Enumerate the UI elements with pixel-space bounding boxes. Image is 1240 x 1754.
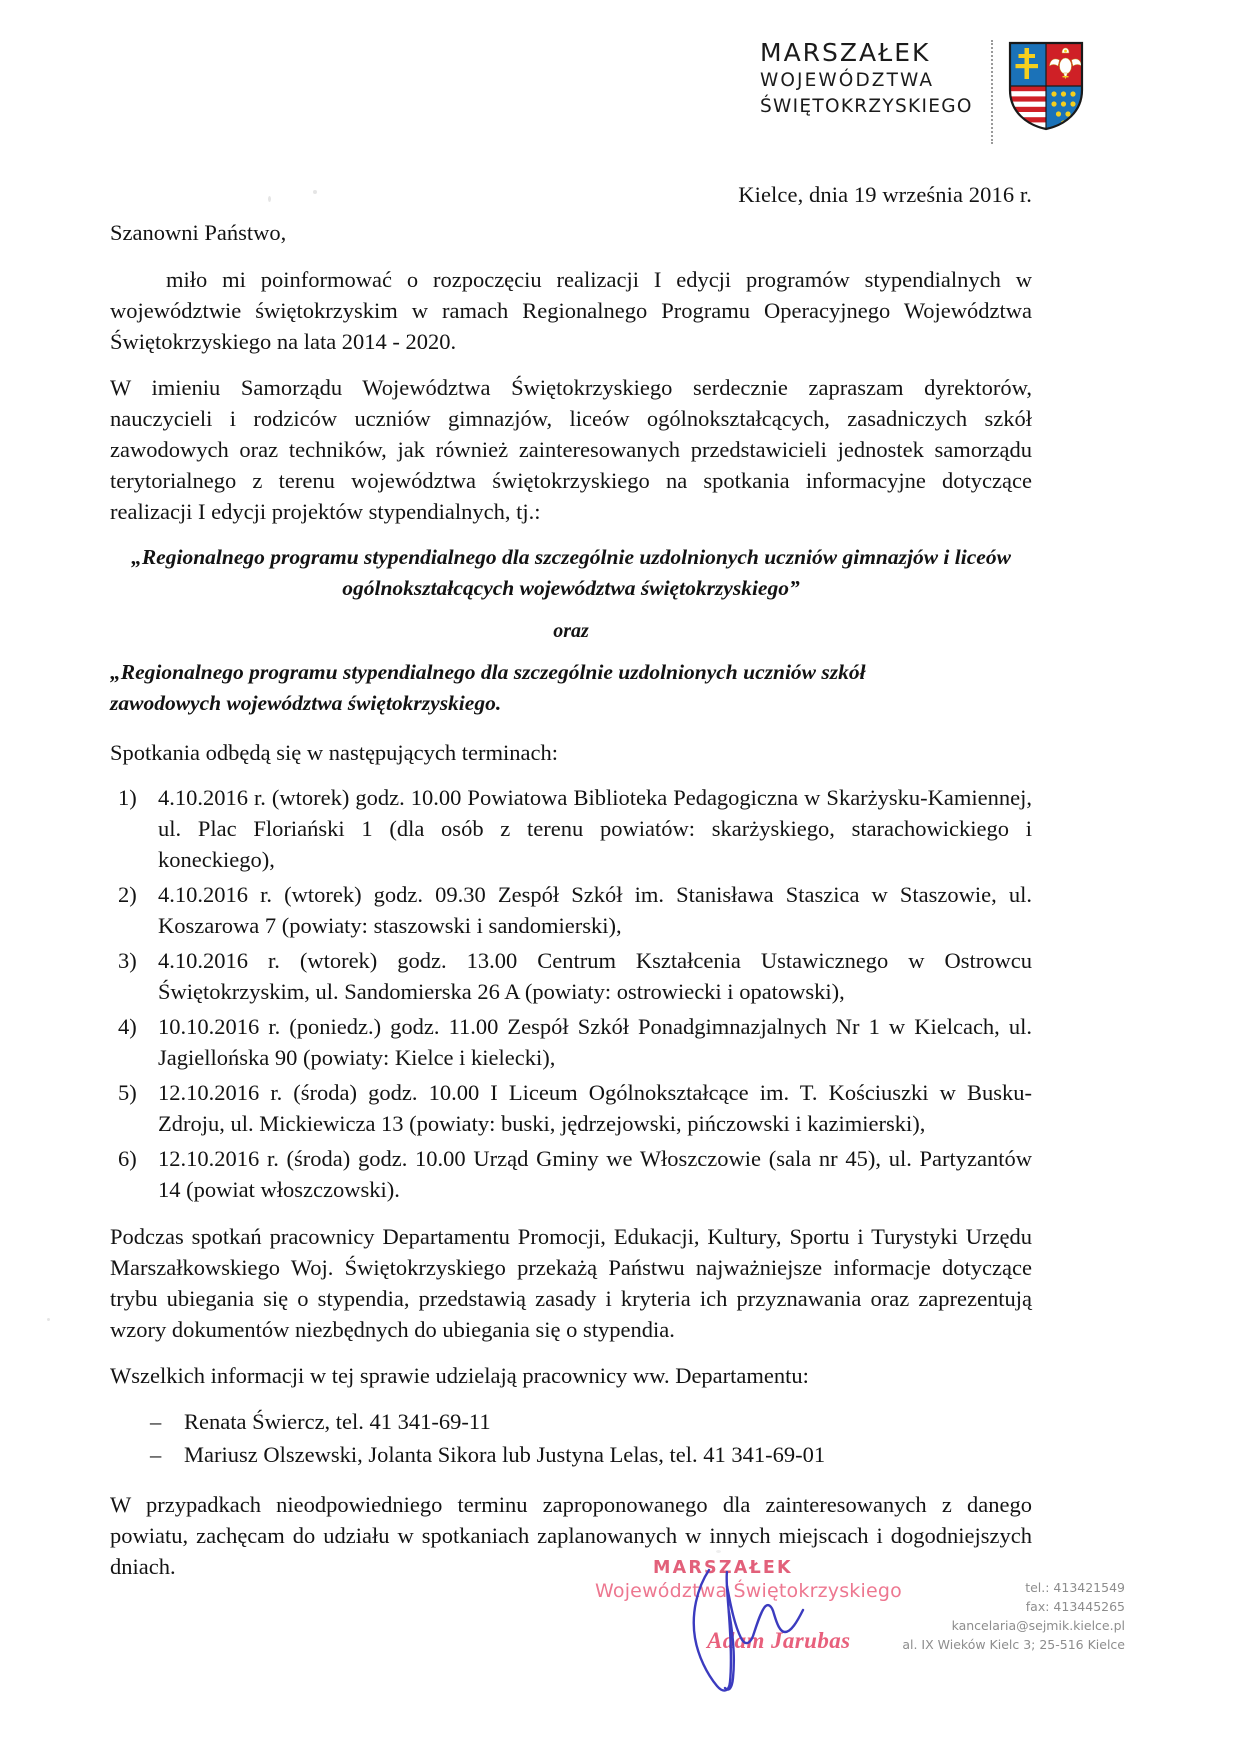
list-item [110,1438,1032,1471]
footer-address: al. IX Wieków Kielc 3; 25-516 Kielce [902,1637,1125,1652]
list-item-text: Renata Świercz, tel. 41 341-69-11 [184,1409,491,1434]
program-title-1-line-2: liceów ogólnokształcących województwa świętokrzyskiego” [342,545,1011,600]
dash-bullet-icon: – [150,1442,162,1467]
handwritten-signature-icon [673,1552,863,1702]
list-item-text: 4.10.2016 r. (wtorek) godz. 10.00 Powiatowa Biblioteka Pedagogiczna w Skarżysku-Kamiennej, ul. Plac Floriański 1 (dla osób z terenu powiatów: skarżyskiego, starachowickiego i koneckiego), [158,785,1032,872]
meetings-list [110,782,1032,1205]
date-line: Kielce, dnia 19 września 2016 r. [738,182,1032,207]
letterhead-line-1: MARSZAŁEK [760,38,931,67]
swietokrzyskie-coat-of-arms-icon [1007,40,1085,132]
scan-speck [716,1550,721,1553]
program-title-1-line-1: „Regionalnego programu stypendialnego dla szczególnie uzdolnionych uczniów gimnazjów i [131,545,950,569]
meetings-lead-in: Spotkania odbędą się w następujących terminach: [110,740,558,765]
dash-bullet-icon: – [150,1409,162,1434]
paragraph-after-list: Podczas spotkań pracownicy Departamentu Promocji, Edukacji, Kultury, Sportu i Turystyki Urzędu Marszałkowskiego Woj. Świętokrzyskiego przekażą Państwu najważniejsze informacje dotyczące trybu ubiegania się o stypendia, przedstawią zasady i kryteria ich przyznawania oraz zaprezentują wzory dokumentów niezbędnych do ubiegania się o stypendia. [110,1224,1032,1342]
list-item [110,945,1032,1007]
list-item-text: Mariusz Olszewski, Jolanta Sikora lub Justyna Lelas, tel. 41 341-69-01 [184,1442,826,1467]
paragraph-closing: W przypadkach nieodpowiedniego terminu zaproponowanego dla zainteresowanych z danego powiatu, zachęcam do udziału w spotkaniach zaplanowanych w innych miejscach i dogodniejszych dniach. [110,1492,1032,1579]
list-item [110,1077,1032,1139]
salutation: Szanowni Państwo, [110,220,287,245]
list-item-number: 3) [118,948,137,973]
scan-speck [268,196,271,202]
contacts-list [110,1405,1032,1471]
list-item [110,1011,1032,1073]
stamp-line-2: Województwa Świętokrzyskiego [595,1580,902,1602]
list-item-text: 4.10.2016 r. (wtorek) godz. 13.00 Centrum Kształcenia Ustawicznego w Ostrowcu Świętokrzyskim, ul. Sandomierska 26 A (powiaty: ostrowiecki i opatowski), [158,948,1032,1004]
list-item-number: 5) [118,1080,137,1105]
footer-fax: fax: 413445265 [1025,1599,1125,1614]
letter-body [110,218,1032,1597]
letterhead-line-2: WOJEWÓDZTWA [760,70,935,91]
program-title-2-line-1: „Regionalnego programu stypendialnego dla szczególnie uzdolnionych uczniów szkół [110,660,866,684]
letterhead-line-3: ŚWIĘTOKRZYSKIEGO [760,96,973,117]
list-item-text: 4.10.2016 r. (wtorek) godz. 09.30 Zespół Szkół im. Stanisława Staszica w Staszowie, ul. Koszarowa 7 (powiaty: staszowski i sandomierski), [158,882,1032,938]
stamp-line-1: MARSZAŁEK [653,1558,793,1578]
paragraph-invitation: W imieniu Samorządu Województwa Świętokrzyskiego serdecznie zapraszam dyrektorów, nauczycieli i rodziców uczniów gimnazjów, liceów ogólnokształcących, zasadniczych szkół zawodowych oraz techników, jak również zainteresowanych przedstawicieli jednostek samorządu terytorialnego z terenu województwa świętokrzyskiego na spotkania informacyjne dotyczące realizacji I edycji projektów stypendialnych, tj.: [110,375,1032,524]
scan-speck [47,1318,50,1321]
list-item-text: 12.10.2016 r. (środa) godz. 10.00 Urząd Gminy we Włoszczowie (sala nr 45), ul. Partyzantów 14 (powiat włoszczowski). [158,1146,1032,1202]
program-title-2-line-2: zawodowych województwa świętokrzyskiego. [110,691,502,715]
conjunction-oraz: oraz [553,620,589,642]
program-title-1 [110,542,1032,604]
list-item-text: 10.10.2016 r. (poniedz.) godz. 11.00 Zespół Szkół Ponadgimnazjalnych Nr 1 w Kielcach, ul. Jagiellońska 90 (powiaty: Kielce i kielecki), [158,1014,1032,1070]
letterhead-divider [991,40,993,144]
program-title-2 [110,657,1032,719]
list-item-number: 2) [118,882,137,907]
contacts-lead-in: Wszelkich informacji w tej sprawie udzielają pracownicy ww. Departamentu: [110,1363,809,1388]
list-item-number: 1) [118,785,137,810]
list-item-number: 6) [118,1146,137,1171]
letterhead [760,38,1180,148]
footer-tel: tel.: 413421549 [1025,1580,1125,1595]
list-item-number: 4) [118,1014,137,1039]
list-item-text: 12.10.2016 r. (środa) godz. 10.00 I Liceum Ogólnokształcące im. T. Kościuszki w Busku-Zdroju, ul. Mickiewicza 13 (powiaty: buski, jędrzejowski, pińczowski i kazimierski), [158,1080,1032,1136]
paragraph-intro: miło mi poinformować o rozpoczęciu realizacji I edycji programów stypendialnych w województwie świętokrzyskim w ramach Regionalnego Programu Operacyjnego Województwa Świętokrzyskiego na lata 2014 - 2020. [110,267,1032,354]
footer-contact-block [902,1578,1125,1654]
footer-email: kancelaria@sejmik.kielce.pl [951,1618,1125,1633]
stamp-signer-name: Adam Jarubas [707,1628,851,1653]
list-item [110,879,1032,941]
scan-speck [313,190,317,194]
list-item [110,782,1032,875]
letterhead-text [760,38,989,120]
list-item [110,1405,1032,1438]
list-item [110,1143,1032,1205]
signature-stamp [595,1558,925,1698]
